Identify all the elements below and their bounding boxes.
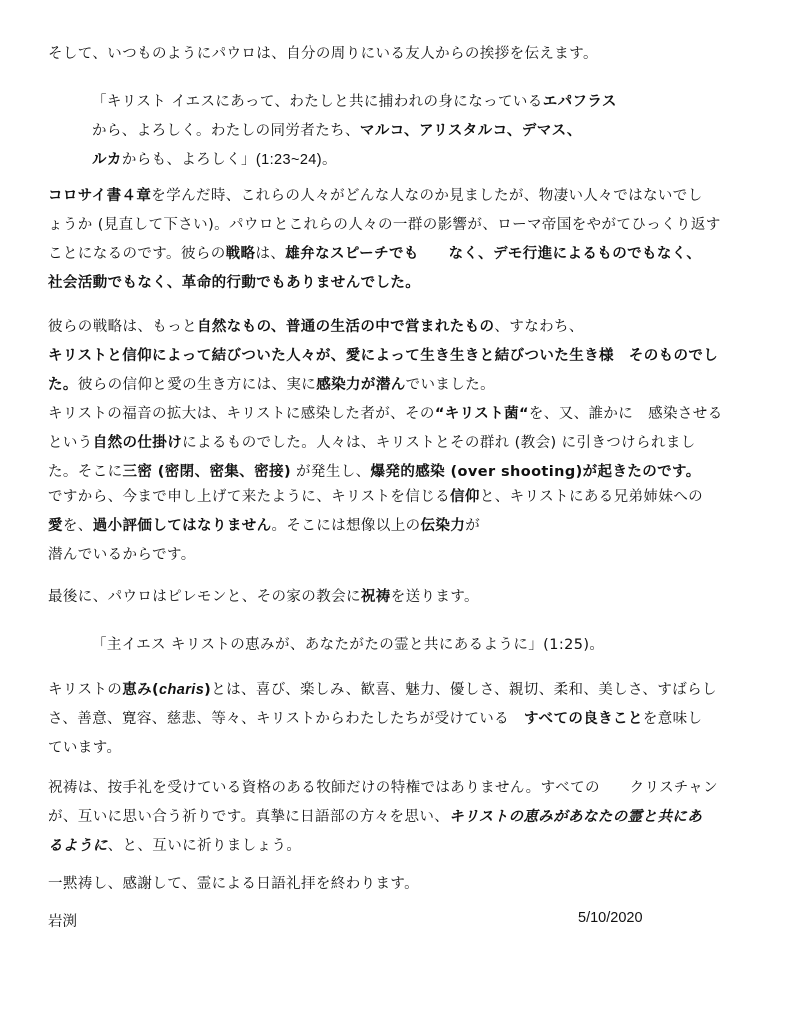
text-line: ルカからも、よろしく」(1:23~24)。	[92, 152, 337, 168]
paragraph-prayer	[48, 774, 748, 861]
text-line: 「キリスト イエスにあって、わたしと共に捕われの身になっているエパフラス	[92, 94, 617, 110]
text-line: が、互いに思い合う祈りです。真摯に日語部の方々を思い、キリストの恵みがあなたの霊と共にあ	[48, 809, 703, 825]
text-line: 社会活動でもなく、革命的行動でもありませんでした。	[48, 275, 421, 291]
text-line: ことになるのです。彼らの戦略は、雄弁なスピーチでも なく、デモ行進によるものでもなく、	[48, 246, 702, 262]
text-line: た。そこに三密 (密閉、密集、密接) が発生し、爆発的感染 (over shooting)が起きたのです。	[48, 464, 701, 480]
quote-benediction	[92, 631, 791, 660]
text-line: 最後に、パウロはピレモンと、その家の教会に祝祷を送ります。	[48, 589, 479, 605]
text-line: 愛を、過小評価してはなりません。そこには想像以上の伝染力が	[48, 518, 481, 534]
text-line: 祝祷は、按手礼を受けている資格のある牧師だけの特権ではありません。すべての クリスチャン	[48, 780, 719, 796]
text-line: キリストの恵み(charis)とは、喜び、楽しみ、歓喜、魅力、優しさ、親切、柔和、美しさ、すばらし	[48, 682, 717, 698]
text-line: さ、善意、寛容、慈悲、等々、キリストからわたしたちが受けている すべての良きことを意味し	[48, 711, 703, 727]
text-line: 彼らの戦略は、もっと自然なもの、普通の生活の中で営まれたもの、すなわち、	[48, 319, 584, 335]
paragraph-strategy	[48, 313, 748, 487]
quote-greetings	[92, 88, 791, 175]
text-line: キリストと信仰によって結びついた人々が、愛によって生き生きと結びついた生き様 そのものでし	[48, 348, 719, 364]
text-line: ですから、今まで申し上げて来たように、キリストを信じる信仰と、キリストにある兄弟姉妹への	[48, 489, 704, 505]
paragraph-colossians	[48, 182, 748, 298]
paragraph-blessing-intro	[48, 583, 748, 612]
paragraph-greeting	[48, 40, 748, 69]
text-line: から、よろしく。わたしの同労者たち、マルコ、アリスタルコ、デマス、	[92, 123, 582, 139]
text-line: 一黙祷し、感謝して、霊による日語礼拝を終わります。	[48, 876, 420, 892]
text-line: ています。	[48, 740, 122, 756]
text-line: コロサイ書４章を学んだ時、これらの人々がどんな人なのか見ましたが、物凄い人々ではないでし	[48, 188, 703, 204]
text-line: 潜んでいるからです。	[48, 547, 196, 563]
document-date: 5/10/2020	[578, 910, 643, 926]
author-name: 岩渕	[48, 914, 77, 930]
paragraph-grace	[48, 676, 748, 763]
text-line: という自然の仕掛けによるものでした。人々は、キリストとその群れ (教会) に引きつけられまし	[48, 435, 696, 451]
text-line: そして、いつものようにパウロは、自分の周りにいる友人からの挨拶を伝えます。	[48, 46, 598, 62]
text-line: 「主イエス キリストの恵みが、あなたがたの霊と共にあるように」(1:25)。	[92, 637, 605, 653]
paragraph-faith-love	[48, 483, 748, 570]
text-line: た。彼らの信仰と愛の生き方には、実に感染力が潜んでいました。	[48, 377, 496, 393]
text-line: キリストの福音の拡大は、キリストに感染した者が、その“キリスト菌“を、又、誰かに 感染させる	[48, 406, 723, 422]
text-line: るように、と、互いに祈りましょう。	[48, 838, 302, 854]
text-line: ょうか (見直して下さい)。パウロとこれらの人々の一群の影響が、ローマ帝国をやがてひっくり返す	[48, 217, 721, 233]
paragraph-closing	[48, 870, 748, 899]
